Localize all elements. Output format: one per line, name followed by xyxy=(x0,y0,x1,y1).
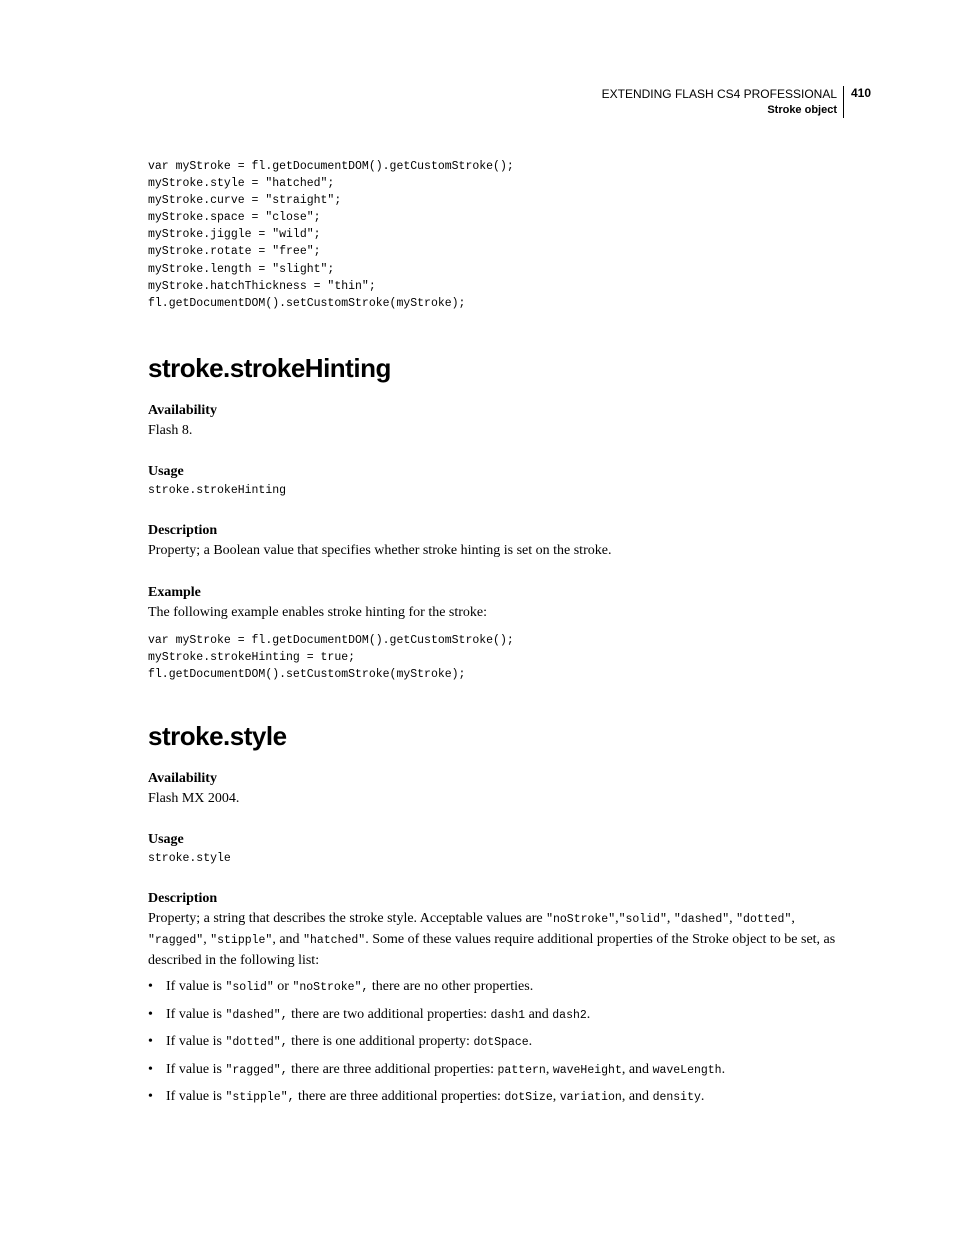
code-value: "stipple", xyxy=(225,1091,295,1105)
code-value: dash1 xyxy=(490,1008,526,1022)
list-item xyxy=(148,1032,838,1053)
code-value: "dashed" xyxy=(673,913,730,927)
text: there are no other properties. xyxy=(368,979,534,995)
text: , xyxy=(545,1061,553,1077)
text: there are three additional properties: xyxy=(287,1061,498,1077)
text: , and xyxy=(621,1061,653,1077)
running-header xyxy=(602,86,844,118)
text: there is one additional property: xyxy=(287,1034,474,1050)
usage-heading: Usage xyxy=(148,463,184,479)
availability-heading: Availability xyxy=(148,402,217,418)
section-title-stroke-hinting: stroke.strokeHinting xyxy=(148,352,391,383)
text: and xyxy=(525,1006,553,1022)
list-item xyxy=(148,1087,838,1108)
description-heading: Description xyxy=(148,522,218,538)
style-values-list xyxy=(148,977,838,1108)
text: , xyxy=(666,911,674,927)
page-number: 410 xyxy=(851,86,872,100)
list-item xyxy=(148,1060,838,1081)
text: , and xyxy=(621,1089,653,1105)
code-value: "dashed", xyxy=(225,1008,288,1022)
text: there are three additional properties: xyxy=(294,1089,505,1105)
text: . xyxy=(528,1034,533,1050)
header-text xyxy=(602,86,844,118)
text: . xyxy=(700,1089,705,1105)
description-text: Property; a Boolean value that specifies whether stroke hinting is set on the stroke. xyxy=(148,542,612,558)
text: , xyxy=(615,911,619,927)
example-intro: The following example enables stroke hinting for the stroke: xyxy=(148,604,488,620)
availability-text: Flash 8. xyxy=(148,422,193,438)
code-value: waveHeight xyxy=(552,1063,622,1077)
code-value: "noStroke", xyxy=(292,981,369,995)
code-value: "ragged", xyxy=(225,1063,288,1077)
text: or xyxy=(273,979,293,995)
list-item xyxy=(148,977,838,998)
code-value: "dotted" xyxy=(736,913,792,927)
section-title-style: stroke.style xyxy=(148,721,287,752)
code-value: "solid" xyxy=(618,913,667,927)
text: . Some of these values require additional properties of the Stroke object to be set, as described in the following list: xyxy=(148,932,836,969)
code-value: pattern xyxy=(497,1063,546,1077)
code-block-stroke-hinting: var myStroke = fl.getDocumentDOM().getCustomStroke(); myStroke.strokeHinting = true; fl.getDocumentDOM().setCustomStroke(myStroke); xyxy=(148,633,514,682)
code-value: density xyxy=(652,1091,701,1105)
text: , xyxy=(552,1089,560,1105)
usage-heading: Usage xyxy=(148,832,184,848)
section-title: Stroke object xyxy=(767,104,837,116)
text: Property; a string that describes the stroke style. Acceptable values are xyxy=(148,911,547,927)
text: , xyxy=(791,911,795,927)
code-value: variation xyxy=(559,1091,622,1105)
description-text xyxy=(148,909,838,971)
text: , xyxy=(729,911,737,927)
code-value: waveLength xyxy=(652,1063,722,1077)
text: there are two additional properties: xyxy=(287,1006,491,1022)
code-value: "solid" xyxy=(225,981,274,995)
availability-heading: Availability xyxy=(148,771,217,787)
list-item xyxy=(148,1005,838,1026)
example-heading: Example xyxy=(148,584,201,600)
page-content xyxy=(148,158,838,1115)
text: If value is xyxy=(166,1006,226,1022)
text: If value is xyxy=(166,1034,226,1050)
usage-code: stroke.strokeHinting xyxy=(148,483,287,497)
text: , xyxy=(203,932,211,948)
code-value: "hatched" xyxy=(303,934,366,948)
code-block-hatched-example: var myStroke = fl.getDocumentDOM().getCustomStroke(); myStroke.style = "hatched"; myStroke.curve = "straight"; myStroke.space = "close"; myStroke.jiggle = "wild"; myStroke.rotate = "free"; myStroke.length = "slight"; myStroke.hatchThickness = "thin"; fl.getDocumentDOM().setCustomStroke(myStroke); xyxy=(148,160,514,310)
code-value: dotSize xyxy=(504,1091,553,1105)
availability-text: Flash MX 2004. xyxy=(148,791,240,807)
text: If value is xyxy=(166,1061,226,1077)
code-value: dotSpace xyxy=(473,1036,529,1050)
code-value: "dotted", xyxy=(225,1036,288,1050)
code-value: "ragged" xyxy=(148,934,204,948)
code-value: "noStroke" xyxy=(546,913,616,927)
text: , and xyxy=(272,932,304,948)
description-heading: Description xyxy=(148,891,218,907)
code-value: "stipple" xyxy=(210,934,273,948)
text: If value is xyxy=(166,979,226,995)
book-title: EXTENDING FLASH CS4 PROFESSIONAL xyxy=(601,87,837,101)
text: If value is xyxy=(166,1089,226,1105)
text: . xyxy=(586,1006,591,1022)
text: . xyxy=(721,1061,726,1077)
code-value: dash2 xyxy=(552,1008,587,1022)
usage-code: stroke.style xyxy=(148,852,231,866)
